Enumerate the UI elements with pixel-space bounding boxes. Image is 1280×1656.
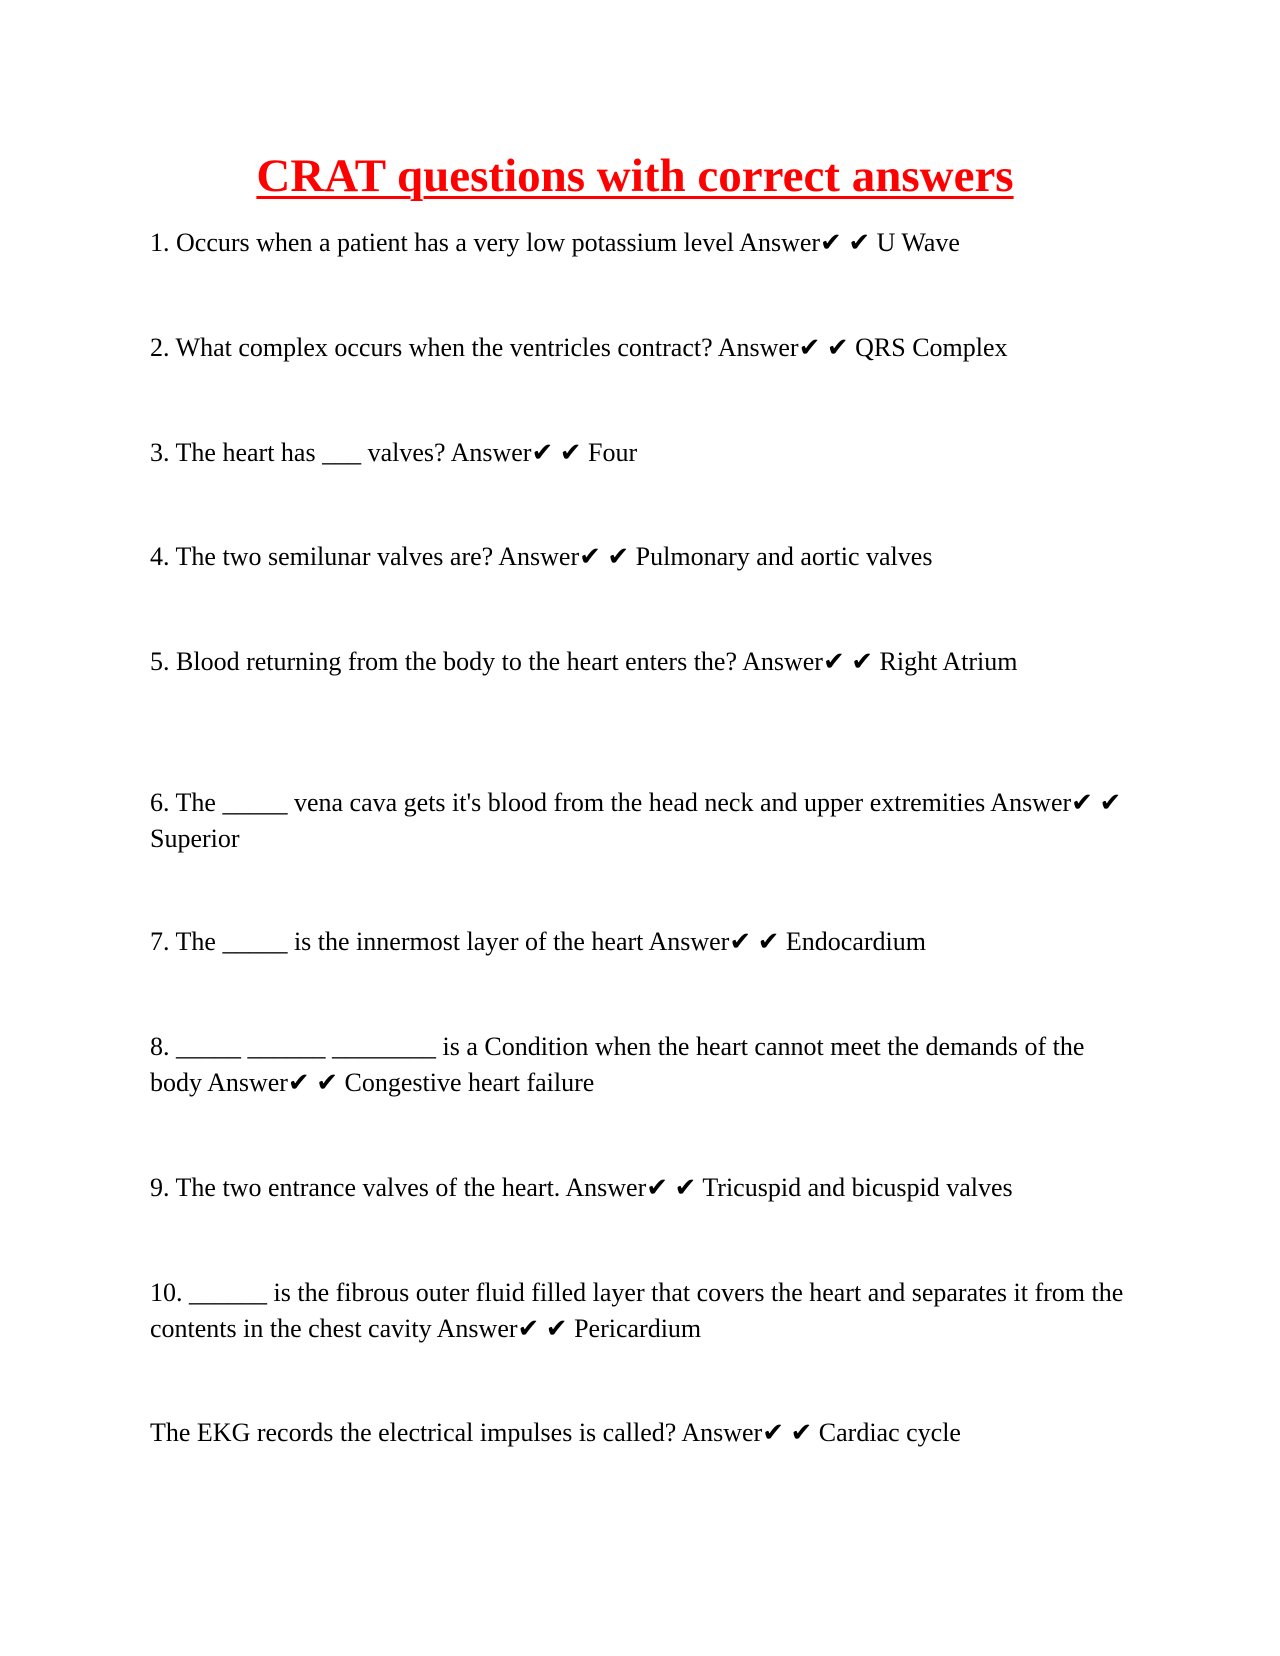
question-item-5: 5. Blood returning from the body to the heart enters the? Answer✔ ✔ Right Atrium [150,647,1018,676]
page-title: CRAT questions with correct answers [256,150,1014,202]
question-item-10: 10. ______ is the fibrous outer fluid filled layer that covers the heart and separates it from the contents in the chest cavity Answer✔ ✔ Pericardium [150,1278,1124,1343]
question-item-1: 1. Occurs when a patient has a very low potassium level Answer✔ ✔ U Wave [150,228,960,257]
question-item-4: 4. The two semilunar valves are? Answer✔ ✔ Pulmonary and aortic valves [150,542,933,571]
question-item-8: 8. _____ ______ ________ is a Condition when the heart cannot meet the demands of the body Answer✔ ✔ Congestive heart failure [150,1032,1085,1097]
question-item-7: 7. The _____ is the innermost layer of the heart Answer✔ ✔ Endocardium [150,927,926,956]
question-item-11: The EKG records the electrical impulses is called? Answer✔ ✔ Cardiac cycle [150,1418,961,1447]
question-item-6: 6. The _____ vena cava gets it's blood from the head neck and upper extremities Answer✔ ✔ Superior [150,788,1122,853]
question-item-3: 3. The heart has ___ valves? Answer✔ ✔ Four [150,438,638,467]
question-item-2: 2. What complex occurs when the ventricles contract? Answer✔ ✔ QRS Complex [150,333,1008,362]
question-item-9: 9. The two entrance valves of the heart. Answer✔ ✔ Tricuspid and bicuspid valves [150,1173,1013,1202]
